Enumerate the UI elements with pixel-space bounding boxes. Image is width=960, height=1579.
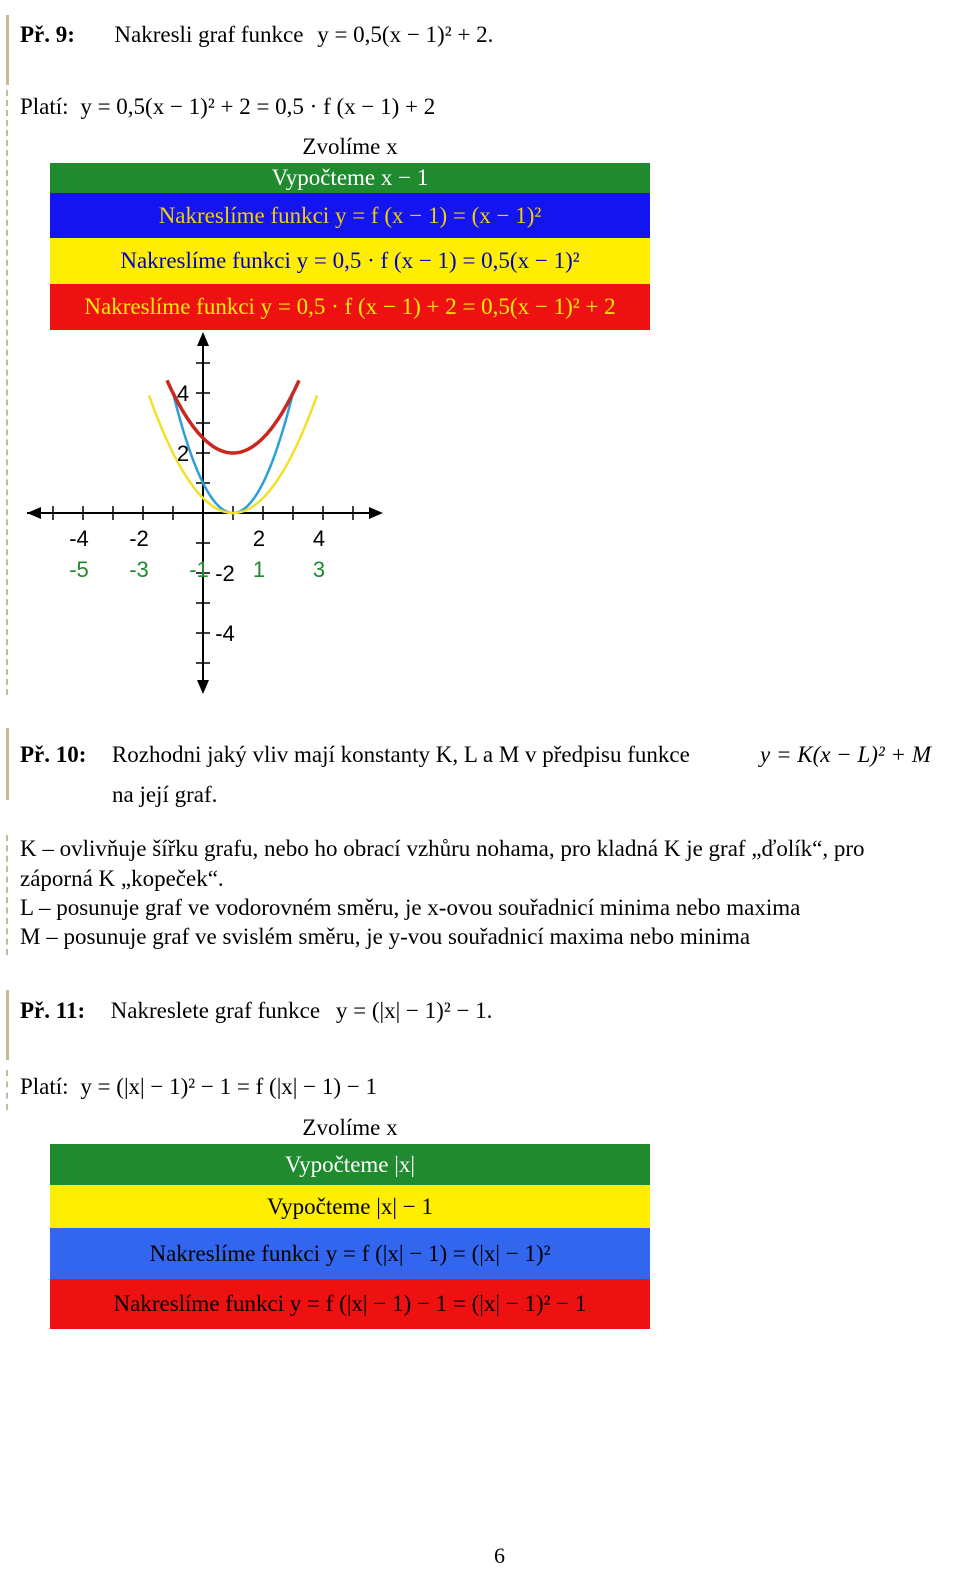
x-tick-label-shifted: -5 <box>69 557 89 582</box>
margin-bar-dashed <box>6 835 8 955</box>
y-axis-arrow-down <box>197 680 209 694</box>
y-tick-label: 2 <box>176 441 190 466</box>
task-formula: y = 0,5(x − 1)² + 2. <box>317 22 494 47</box>
margin-bar <box>6 990 9 1060</box>
x-tick-label-shifted: -3 <box>129 557 149 582</box>
task-formula: y = K(x − L)² + M <box>760 742 931 767</box>
step-band-compute: Vypočteme x − 1 <box>50 163 650 193</box>
step-band-draw-shift: Nakreslíme funkci y = f (|x| − 1) − 1 = (|x| − 1)² − 1 <box>50 1279 650 1329</box>
task-text-continued: na její graf. <box>112 782 218 807</box>
x-tick-label-shifted: -1 <box>189 557 209 582</box>
task-formula: y = (|x| − 1)² − 1. <box>335 998 493 1023</box>
plati-label: Platí: <box>20 1074 69 1099</box>
step-band-abs-minus: Vypočteme |x| − 1 <box>50 1185 650 1228</box>
y-axis-arrow-up <box>197 332 209 346</box>
l-description: L – posunuje graf ve vodorovném směru, je x-ovou souřadnicí minima nebo maxima <box>20 895 801 920</box>
x-axis-arrow-left <box>27 507 41 519</box>
example-9-plati <box>20 94 435 120</box>
example-9-heading <box>20 22 493 48</box>
example-label: Př. 10: <box>20 742 87 767</box>
x-tick-label-shifted: 3 <box>312 557 326 582</box>
task-text: Nakresli graf funkce <box>114 22 304 47</box>
y-tick-label: 4 <box>176 381 190 406</box>
step-band-draw-half: Nakreslíme funkci y = 0,5 · f (x − 1) = 0,5(x − 1)² <box>50 238 650 284</box>
example-label: Př. 11: <box>20 998 86 1023</box>
plati-formula: y = (|x| − 1)² − 1 = f (|x| − 1) − 1 <box>80 1074 377 1099</box>
y-tick-label: -4 <box>215 621 235 646</box>
step-band-choose-x: Zvolíme x <box>50 1112 650 1144</box>
example-11-plati <box>20 1074 377 1100</box>
parabola-chart <box>15 330 395 700</box>
plati-label: Platí: <box>20 94 69 119</box>
task-text: Nakreslete graf funkce <box>110 998 321 1023</box>
x-tick-label-shifted: 1 <box>252 557 266 582</box>
plati-formula: y = 0,5(x − 1)² + 2 = 0,5 · f (x − 1) + 2 <box>80 94 436 119</box>
example-label: Př. 9: <box>20 22 75 47</box>
step-band-draw-f: Nakreslíme funkci y = f (|x| − 1) = (|x| − 1)² <box>50 1228 650 1279</box>
margin-bar-dashed <box>6 90 8 695</box>
margin-bar-dashed <box>6 1070 8 1110</box>
example-11-heading <box>20 998 492 1024</box>
x-tick-label: 4 <box>312 526 326 551</box>
x-axis-arrow-right <box>369 507 383 519</box>
m-description: M – posunuje graf ve svislém směru, je y-vou souřadnicí maxima nebo minima <box>20 924 751 949</box>
task-text: Rozhodni jaký vliv mají konstanty K, L a M v předpisu funkce <box>111 742 690 767</box>
margin-bar <box>6 15 9 85</box>
step-band-draw-shift: Nakreslíme funkci y = 0,5 · f (x − 1) + 2 = 0,5(x − 1)² + 2 <box>50 284 650 330</box>
x-tick-label: 2 <box>252 526 266 551</box>
step-band-draw-f: Nakreslíme funkci y = f (x − 1) = (x − 1)² <box>50 193 650 238</box>
k-description: K – ovlivňuje šířku grafu, nebo ho obrací vzhůru nohama, pro kladná K je graf „ďolík“, pro <box>20 836 865 861</box>
example-10-heading <box>20 742 690 768</box>
x-tick-label: -2 <box>129 526 149 551</box>
y-tick-label: -2 <box>215 561 235 586</box>
step-band-choose-x: Zvolíme x <box>50 131 650 163</box>
x-tick-label: -4 <box>69 526 89 551</box>
margin-bar <box>6 728 9 800</box>
step-band-abs: Vypočteme |x| <box>50 1144 650 1185</box>
page-number: 6 <box>494 1543 505 1568</box>
k-description-continued: záporná K „kopeček“. <box>20 866 224 891</box>
